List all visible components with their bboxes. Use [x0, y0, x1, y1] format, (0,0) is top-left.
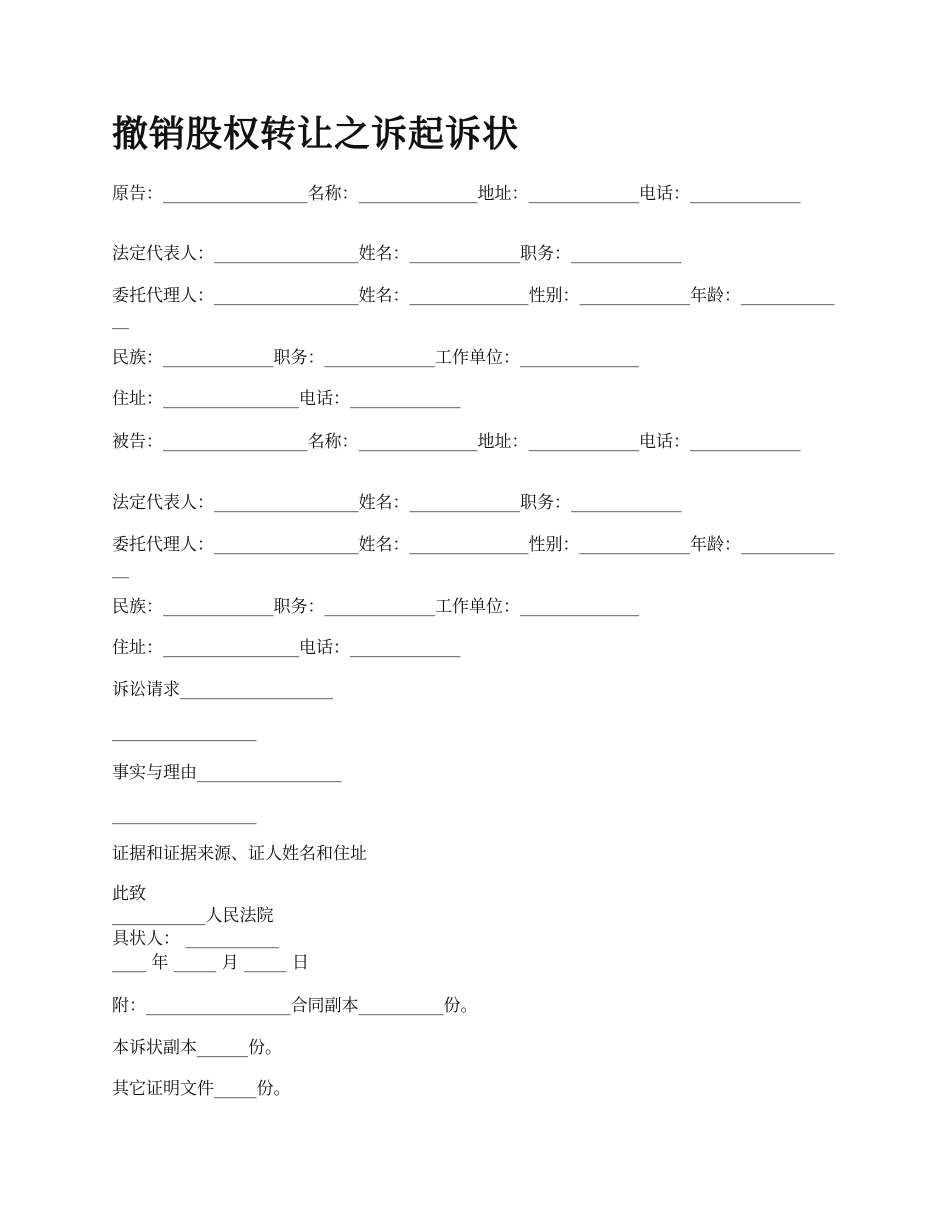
plaintiff-agent-line: 委托代理人：_________________姓名：______________性别：_____________年龄：_____________: [112, 286, 835, 330]
plaintiff-signature-line: 具状人： ___________: [112, 929, 279, 949]
plaintiff-line: 原告：_________________名称：______________地址：_____________电话：_____________: [112, 184, 801, 204]
plaintiff-legal-rep-line: 法定代表人：_________________姓名：_____________职务：_____________: [112, 244, 682, 264]
facts-blank-line: _________________: [112, 805, 257, 825]
defendant-agent-line: 委托代理人：_________________姓名：______________性别：_____________年龄：_____________: [112, 535, 835, 579]
plaintiff-ethnicity-line: 民族：_____________职务：_____________工作单位：______________: [112, 348, 639, 368]
defendant-legal-rep-line: 法定代表人：_________________姓名：_____________职务：_____________: [112, 493, 682, 513]
other-documents-line: 其它证明文件_____份。: [112, 1079, 291, 1099]
claims-blank-line: _________________: [112, 722, 257, 742]
defendant-ethnicity-line: 民族：_____________职务：_____________工作单位：______________: [112, 597, 639, 617]
defendant-line: 被告：_________________名称：______________地址：_____________电话：_____________: [112, 432, 801, 452]
attachment-line: 附：_________________合同副本__________份。: [112, 996, 478, 1016]
complaint-copies-line: 本诉状副本______份。: [112, 1038, 282, 1058]
facts-reasons-line: 事实与理由_________________: [112, 763, 342, 783]
court-line: ___________人民法院: [112, 906, 274, 926]
document-title: 撤销股权转让之诉起诉状: [112, 114, 520, 155]
date-line: ____ 年 _____ 月 _____ 日: [112, 953, 310, 973]
evidence-line: 证据和证据来源、证人姓名和住址: [112, 844, 367, 864]
claims-line: 诉讼请求__________________: [112, 680, 333, 700]
plaintiff-address-line: 住址：________________电话：_____________: [112, 389, 461, 409]
salutation: 此致: [112, 884, 146, 904]
defendant-address-line: 住址：________________电话：_____________: [112, 638, 461, 658]
